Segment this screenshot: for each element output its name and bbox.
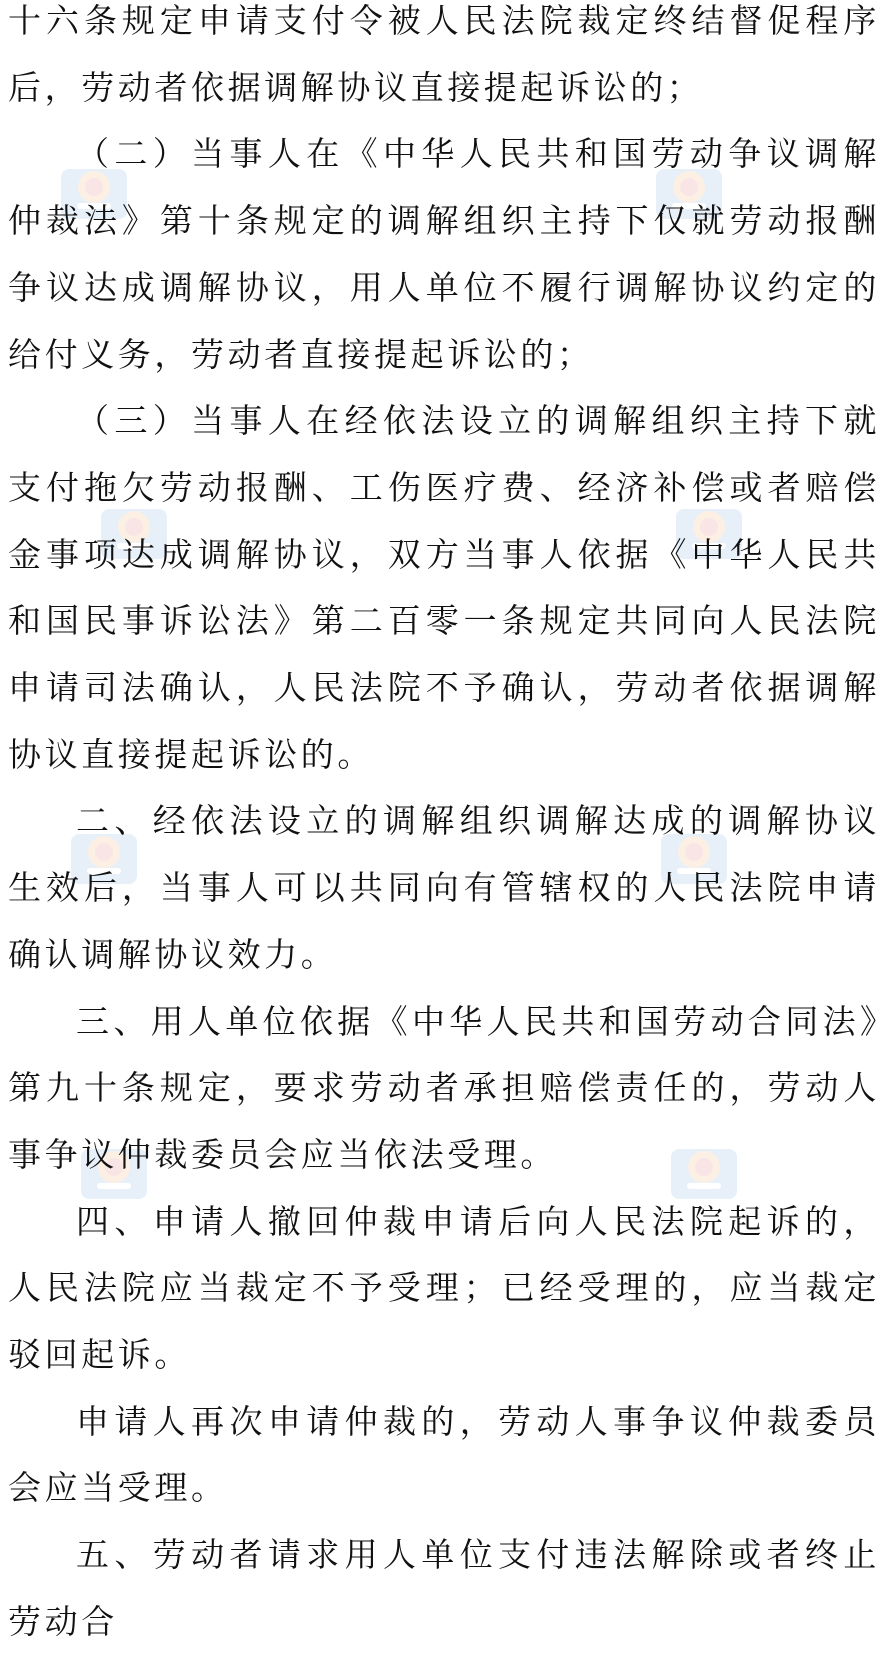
paragraph-continuation: 十六条规定申请支付令被人民法院裁定终结督促程序后，劳动者依据调解协议直接提起诉讼的； bbox=[8, 1, 880, 107]
document-body bbox=[8, 0, 880, 1656]
paragraph-section-five: 五、劳动者请求用人单位支付违法解除或者终止劳动合 bbox=[8, 1535, 880, 1641]
paragraph-item-two: （二）当事人在《中华人民共和国劳动争议调解仲裁法》第十条规定的调解组织主持下仅就劳动报酬争议达成调解协议，用人单位不履行调解协议约定的给付义务，劳动者直接提起诉讼的； bbox=[8, 134, 880, 374]
paragraph-section-three: 三、用人单位依据《中华人民共和国劳动合同法》第九十条规定，要求劳动者承担赔偿责任的，劳动人事争议仲裁委员会应当依法受理。 bbox=[8, 1001, 880, 1174]
paragraph-section-four: 四、申请人撤回仲裁申请后向人民法院起诉的，人民法院应当裁定不予受理；已经受理的，应当裁定驳回起诉。 bbox=[8, 1201, 880, 1375]
paragraph-section-two: 二、经依法设立的调解组织调解达成的调解协议生效后，当事人可以共同向有管辖权的人民法院申请确认调解协议效力。 bbox=[8, 801, 880, 974]
paragraph-item-three: （三）当事人在经依法设立的调解组织主持下就支付拖欠劳动报酬、工伤医疗费、经济补偿或者赔偿金事项达成调解协议，双方当事人依据《中华人民共和国民事诉讼法》第二百零一条规定共同向人民法院申请司法确认，人民法院不予确认，劳动者依据调解协议直接提起诉讼的。 bbox=[8, 401, 880, 774]
paragraph-section-four-second: 申请人再次申请仲裁的，劳动人事争议仲裁委员会应当受理。 bbox=[8, 1401, 880, 1508]
